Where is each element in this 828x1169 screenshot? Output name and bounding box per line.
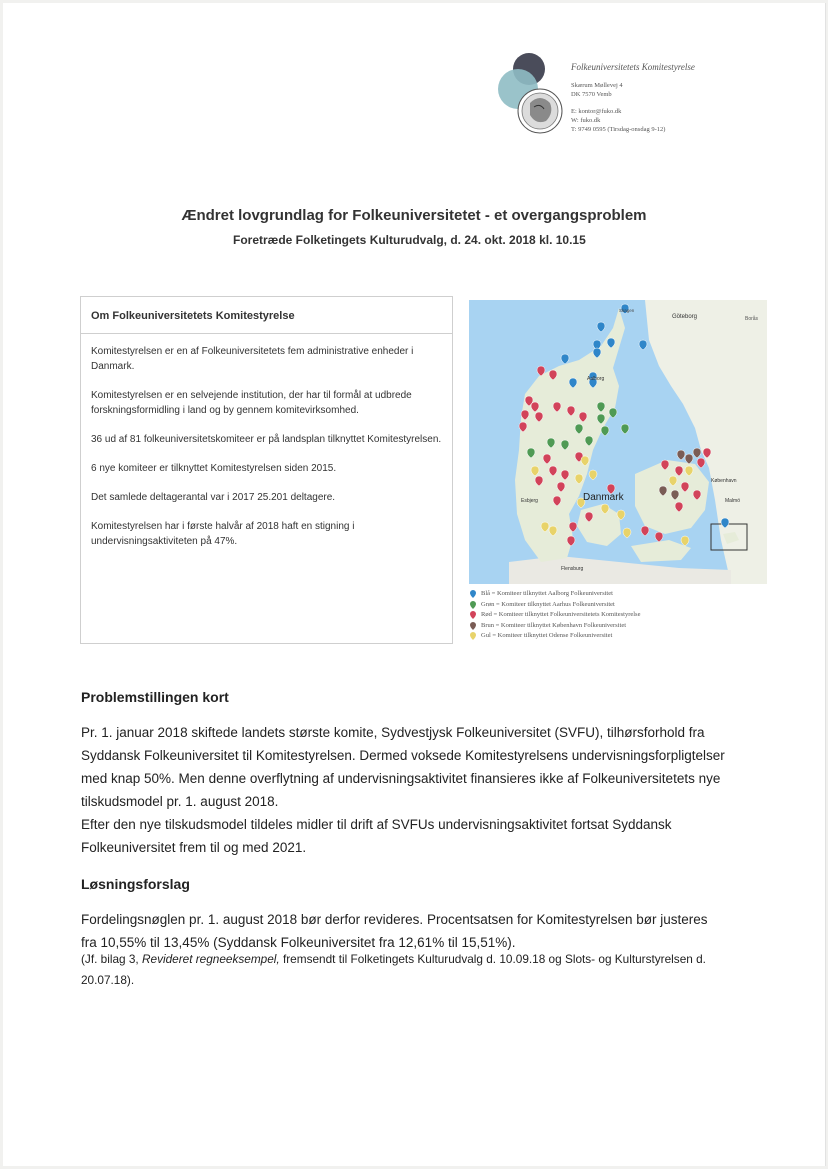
text-line: tilskudsmodel pr. 1. august 2018. — [81, 794, 279, 809]
legend-entry — [469, 621, 769, 632]
legend-entry — [469, 610, 769, 621]
map-legend — [469, 589, 769, 642]
web-link[interactable]: W: fuko.dk — [571, 117, 601, 124]
info-paragraph: Komitestyrelsen er en af Folkeuniversitetets fem administrative enheder i Danmark. — [91, 346, 414, 372]
address-line-1: Skærum Møllevej 4 — [571, 82, 623, 89]
legend-entry — [469, 589, 769, 600]
info-paragraph: Det samlede deltagerantal var i 2017 25.201 deltagere. — [91, 492, 336, 503]
note-italic: Revideret regneeksempel, — [141, 952, 280, 966]
map-pin-icon — [469, 601, 477, 609]
section-problem-text — [81, 721, 771, 859]
map-pin-icon — [469, 590, 477, 598]
map-pin-icon — [469, 632, 477, 640]
legend-entry — [469, 600, 769, 611]
text-line: Efter den nye tilskudsmodel tildeles midler til drift af SVFUs undervisningsaktivitet fortsat Syddansk — [81, 817, 672, 832]
section-heading-problem: Problemstillingen kort — [81, 689, 229, 705]
map-label-aalborg: Aalborg — [587, 376, 605, 382]
map-label-malmo: Malmö — [725, 498, 741, 504]
text-line: Syddansk Folkeuniversitet til Komitestyrelsen. Dermed voksede Komitestyrelsens undervisningsforpligtelser — [81, 748, 725, 763]
text-line: med knap 50%. Men denne overflytning af undervisningsaktivitet finansieres ikke af Folkeuniversitetets nye — [81, 771, 721, 786]
text-line: Fordelingsnøglen pr. 1. august 2018 bør derfor revideres. Procentsatsen for Komitestyrelsen bør justeres — [81, 912, 708, 927]
note-suffix: fremsendt til Folketingets Kulturudvalg d. 10.09.18 og Slots- og Kulturstyrelsen d. — [279, 952, 706, 966]
info-paragraph: 36 ud af 81 folkeuniversitetskomiteer er på landsplan tilknyttet Komitestyrelsen. — [91, 434, 442, 445]
organization-logo-icon — [496, 51, 566, 143]
legend-text: Brun = Komiteer tilknyttet København Folkeuniversitet — [481, 621, 627, 629]
text-line: fra 10,55% til 13,45% (Syddansk Folkeuniversitet fra 12,61% til 15,51%). — [81, 935, 516, 950]
map-label-skagen: Skagen — [619, 308, 635, 313]
map-pin-icon — [469, 622, 477, 630]
address-line-2: DK 7570 Vemb — [571, 91, 612, 98]
note-prefix: (Jf. bilag 3, — [81, 952, 142, 966]
section-solution-text — [81, 908, 771, 954]
map-label-kobenhavn: København — [711, 478, 737, 484]
text-line: Folkeuniversitet frem til og med 2021. — [81, 840, 307, 855]
map-label-flensburg: Flensburg — [561, 566, 584, 572]
legend-entry — [469, 631, 769, 642]
info-box-title: Om Folkeuniversitetets Komitestyrelse — [91, 310, 295, 322]
phone-text: T: 9749 0595 (Tirsdag-onsdag 9-12) — [571, 126, 666, 133]
info-box-divider — [81, 333, 452, 334]
note-line: 20.07.18). — [81, 973, 135, 987]
legend-text: Rød = Komiteer tilknyttet Folkeuniversitetets Komitestyrelse — [481, 611, 641, 618]
legend-text: Blå = Komiteer tilknyttet Aalborg Folkeuniversitet — [481, 590, 613, 597]
document-subtitle: Foretræde Folketingets Kulturudvalg, d. 24. okt. 2018 kl. 10.15 — [233, 233, 586, 247]
info-paragraph: Komitestyrelsen er en selvejende institution, der har til formål at udbrede forskningsformidling i land og by gennem komitevirksomhed. — [91, 390, 412, 416]
section-heading-solution: Løsningsforslag — [81, 876, 190, 892]
section-solution-note — [81, 949, 771, 991]
legend-text: Gul = Komiteer tilknyttet Odense Folkeuniversitet — [481, 632, 613, 639]
document-title: Ændret lovgrundlag for Folkeuniversitetet - et overgangsproblem — [181, 207, 647, 224]
info-paragraph: 6 nye komiteer er tilknyttet Komitestyrelsen siden 2015. — [91, 463, 337, 474]
info-paragraph: Komitestyrelsen har i første halvår af 2018 haft en stigning i undervisningsaktiviteten på 47%. — [91, 521, 355, 547]
letterhead-address — [571, 63, 811, 134]
note-line — [81, 949, 771, 970]
document-page — [3, 3, 826, 1166]
info-box — [80, 296, 453, 644]
map-pin-icon — [469, 611, 477, 619]
text-line: Pr. 1. januar 2018 skiftede landets største komite, Sydvestjysk Folkeuniversitet (SVFU), tilhørsforhold fra — [81, 725, 705, 740]
map-label-boras: Borås — [745, 316, 759, 322]
org-name: Folkeuniversitetets Komitestyrelse — [571, 62, 695, 72]
legend-text: Grøn = Komiteer tilknyttet Aarhus Folkeuniversitet — [481, 600, 615, 608]
denmark-committee-map — [469, 300, 767, 584]
email-link[interactable]: E: kontor@fuko.dk — [571, 108, 622, 115]
map-label-danmark: Danmark — [583, 492, 624, 503]
map-label-esbjerg: Esbjerg — [521, 498, 538, 504]
map-label-goteborg: Göteborg — [672, 314, 698, 320]
